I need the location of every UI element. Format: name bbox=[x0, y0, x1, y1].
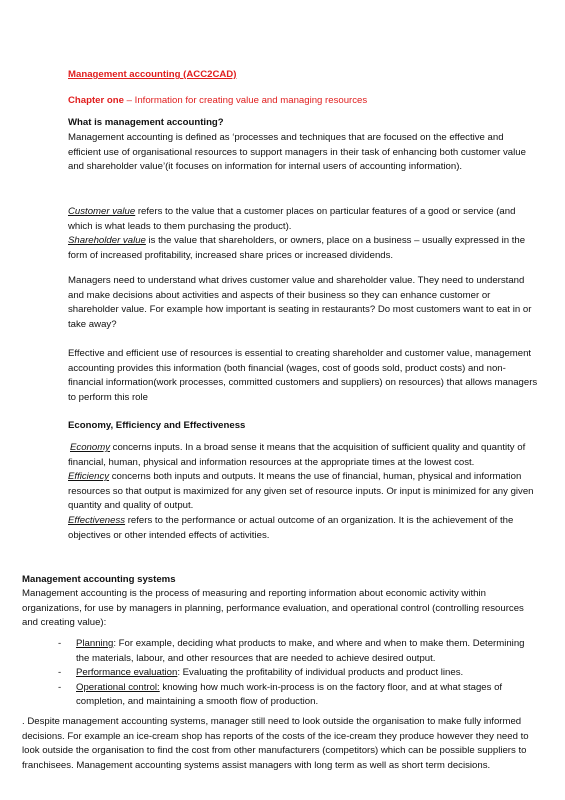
section-heading-eee-text: Economy, Efficiency and Effectiveness bbox=[68, 420, 246, 431]
value-definitions bbox=[68, 205, 538, 263]
eee-definitions bbox=[68, 441, 538, 543]
list-item-operational-control bbox=[58, 681, 540, 710]
list-dash: - bbox=[58, 638, 62, 649]
economy-text: concerns inputs. In a broad sense it means that the acquisition of sufficient quality and quantity of financial, human, physical and information resources at the appropriate times at the lowest cost. bbox=[68, 442, 526, 468]
document-title-text: Management accounting (ACC2CAD) bbox=[68, 69, 237, 80]
customer-value-term: Customer value bbox=[68, 206, 136, 217]
effectiveness-text: refers to the performance or actual outcome of an organization. It is the achievement of the objectives or other intended effects of activities. bbox=[68, 514, 514, 541]
operational-control-term: Operational control: bbox=[76, 681, 160, 693]
operational-control-text: knowing how much work-in-process is on the factory floor, and at what stages of completion, and maintaining a smooth flow of production. bbox=[76, 681, 503, 708]
chapter-heading bbox=[68, 94, 538, 109]
planning-term: Planning bbox=[76, 638, 114, 649]
shareholder-value-term: Shareholder value bbox=[68, 235, 146, 247]
efficiency-term: Efficiency bbox=[68, 471, 110, 483]
chapter-prefix: Chapter one bbox=[68, 95, 124, 106]
shareholder-value-definition bbox=[68, 234, 538, 263]
section-heading-what-is bbox=[68, 116, 538, 131]
economy-definition bbox=[68, 441, 538, 470]
efficiency-text: concerns both inputs and outputs. It means the use of financial, human, physical and information resources so that output is maximized for any given set of resource inputs. Or input is minimized for any given quantity and quality of output. bbox=[68, 471, 534, 512]
list-dash: - bbox=[58, 667, 62, 679]
customer-value-text: refers to the value that a customer places on particular features of a good or service (and which is what leads to them purchasing the product). bbox=[68, 206, 516, 232]
performance-evaluation-term: Performance evaluation bbox=[76, 667, 178, 679]
list-item-performance-evaluation bbox=[58, 666, 540, 681]
customer-value-definition bbox=[68, 205, 538, 234]
chapter-separator: – bbox=[123, 95, 135, 106]
understand-drivers-paragraph: Managers need to understand what drives customer value and shareholder value. They need to understand and make decisions about activities and aspects of their business so they can enhance customer or shareholder value. For example how important is seating in restaurants? Do most customers want to eat in or take away? bbox=[68, 275, 532, 330]
list-dash: - bbox=[58, 681, 62, 693]
systems-list bbox=[58, 637, 540, 710]
list-item-planning bbox=[58, 637, 540, 666]
effective-use-paragraph: Effective and efficient use of resources is essential to creating shareholder and customer value, management accounting provides this information (both financial (wages, cost of goods sold, product costs) and non-financial information(work processes, committed customers and suppliers) on resources) that allows managers to perform this role bbox=[68, 348, 538, 403]
effectiveness-definition bbox=[68, 514, 538, 543]
chapter-name: Information for creating value and managing resources bbox=[134, 95, 368, 106]
document-title bbox=[68, 68, 538, 83]
efficiency-definition bbox=[68, 470, 538, 514]
systems-paragraph: Management accounting is the process of measuring and reporting information about economic activity within organizations, for use by managers in planning, performance evaluation, and operational control (controlling resources and creating value): bbox=[22, 588, 524, 629]
economy-term: Economy bbox=[70, 442, 110, 453]
section-heading-systems bbox=[22, 573, 538, 588]
section-heading-systems-text: Management accounting systems bbox=[22, 574, 176, 585]
shareholder-value-text: is the value that shareholders, or owners, place on a business – usually expressed in the form of increased profitability, increased share prices or increased dividends. bbox=[68, 235, 526, 261]
performance-evaluation-text: : Evaluating the profitability of individual products and product lines. bbox=[177, 667, 464, 679]
section-heading-what-is-text: What is management accounting? bbox=[68, 117, 224, 128]
planning-text: : For example, deciding what products to make, and where and when to make them. Determining the materials, labour, and other resources that are needed to achieve desired output. bbox=[76, 638, 525, 664]
closing-paragraph: . Despite management accounting systems, manager still need to look outside the organisation to make fully informed decisions. For example an ice-cream shop has reports of the costs of the ice-cream they produce however they need to look outside the organisation to find the cost from other manufacturers (competitors) which can be possible suppliers to franchisees. Management accounting systems assist managers with long term as well as short term decisions. bbox=[22, 716, 529, 771]
section-heading-eee bbox=[68, 419, 538, 434]
effectiveness-term: Effectiveness bbox=[68, 514, 126, 526]
definition-paragraph: Management accounting is defined as ‘processes and techniques that are focused on the effective and efficient use of organisational resources to support managers in their task of enhancing both customer value and shareholder value’(it focuses on information for internal users of accounting information). bbox=[68, 132, 526, 173]
